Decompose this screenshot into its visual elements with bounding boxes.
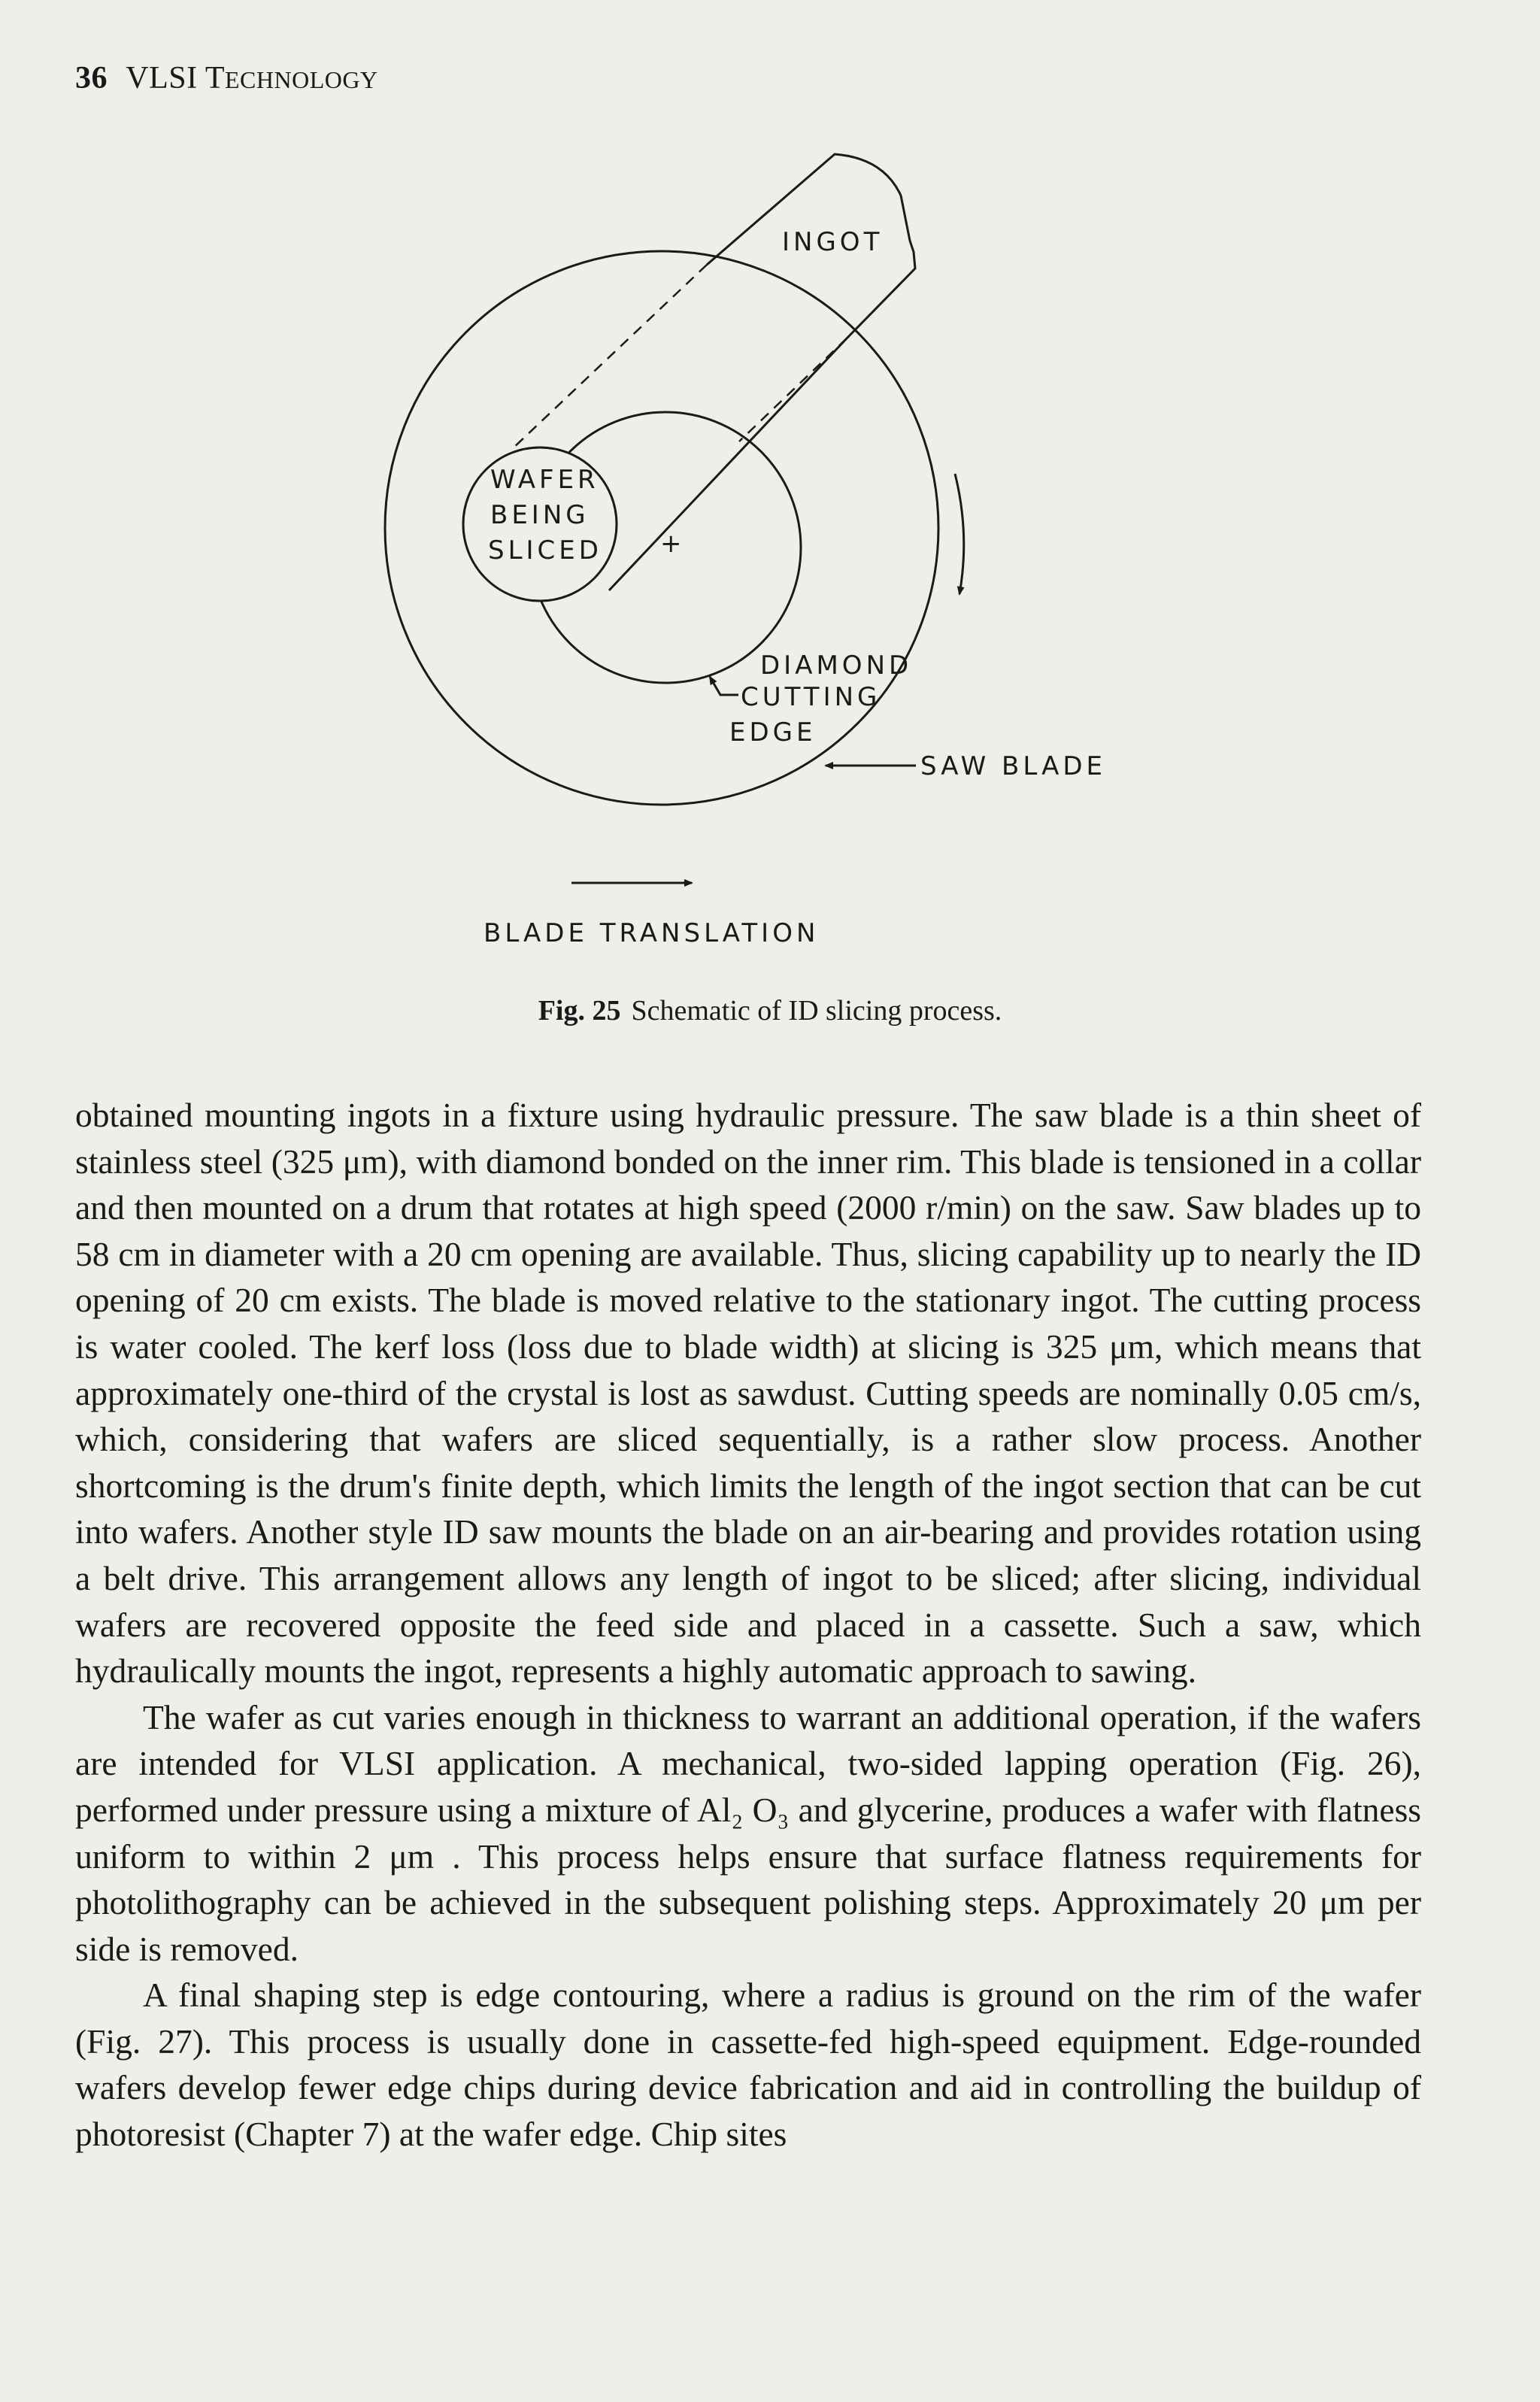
diamond-label-line3: EDGE: [729, 717, 817, 748]
wafer-label-line1: WAFER: [490, 465, 599, 495]
saw-blade-label: SAW BLADE: [920, 751, 1107, 781]
figure-25: [0, 0, 1540, 1053]
paragraph-2: The wafer as cut varies enough in thickness to warrant an additional operation, if the wafers are intended for VLSI application. A mechanical, two-sided lapping operation (Fig. 26), performed under pressure using a mixture of Al₂ O₃ and glycerine, produces a wafer with flatness uniform to within 2 μm . This process helps ensure that surface flatness requirements for photolithography can be achieved in the subsequent polishing steps. Approximately 20 μm per side is removed.: [75, 1697, 1421, 1968]
rotation-arrow: [955, 474, 964, 594]
id-slicing-diagram: [0, 0, 1540, 1053]
ingot-outline: [609, 154, 915, 590]
caption-text: Schematic of ID slicing process.: [631, 995, 1002, 1027]
figure-caption: [0, 994, 1540, 1027]
book-title-rest: ECHNOLOGY: [224, 66, 378, 93]
book-title-lead: VLSI T: [126, 61, 225, 96]
ingot-label: INGOT: [782, 227, 884, 257]
blade-translation-label: BLADE TRANSLATION: [484, 918, 820, 948]
page-number: 36: [75, 61, 108, 96]
ingot-hidden-edge-left: [511, 265, 707, 450]
diamond-edge-pointer: [710, 677, 738, 695]
body-text: [75, 1092, 1421, 2158]
paragraph-1: obtained mounting ingots in a fixture using hydraulic pressure. The saw blade is a thin sheet of stainless steel (325 μm), with diamond bonded on the inner rim. This blade is tensioned in a collar and then mounted on a drum that rotates at high speed (2000 r/min) on the saw. Saw blades up to 58 cm in diameter with a 20 cm opening are available. Thus, slicing capability up to nearly the ID opening of 20 cm exists. The blade is moved relative to the stationary ingot. The cutting process is water cooled. The kerf loss (loss due to blade width) at slicing is 325 μm, which means that approximately one-third of the crystal is lost as sawdust. Cutting speeds are nominally 0.05 cm/s, which, considering that wafers are sliced sequentially, is a rather slow process. Another shortcoming is the drum's finite depth, which limits the length of the ingot section that can be cut into wafers. Another style ID saw mounts the blade on an air-bearing and provides rotation using a belt drive. This arrangement allows any length of ingot to be sliced; after slicing, individual wafers are recovered opposite the feed side and placed in a cassette. Such a saw, which hydraulically mounts the ingot, represents a highly automatic approach to sawing.: [75, 1096, 1421, 1691]
caption-figure-number: Fig. 25: [538, 995, 621, 1027]
center-mark: +: [660, 529, 682, 559]
ingot-hidden-edge-right: [739, 338, 847, 441]
diamond-label-line2: CUTTING: [741, 682, 881, 712]
paragraph-3: A final shaping step is edge contouring, where a radius is ground on the rim of the wafer (Fig. 27). This process is usually done in cassette-fed high-speed equipment. Edge-rounded wafers develop fewer edge chips during device fabrication and aid in controlling the buildup of photoresist (Chapter 7) at the wafer edge. Chip sites: [75, 1976, 1421, 2154]
diamond-label-line1: DIAMOND: [760, 651, 913, 681]
wafer-label-line2: BEING: [490, 500, 590, 530]
wafer-label-line3: SLICED: [488, 535, 602, 566]
